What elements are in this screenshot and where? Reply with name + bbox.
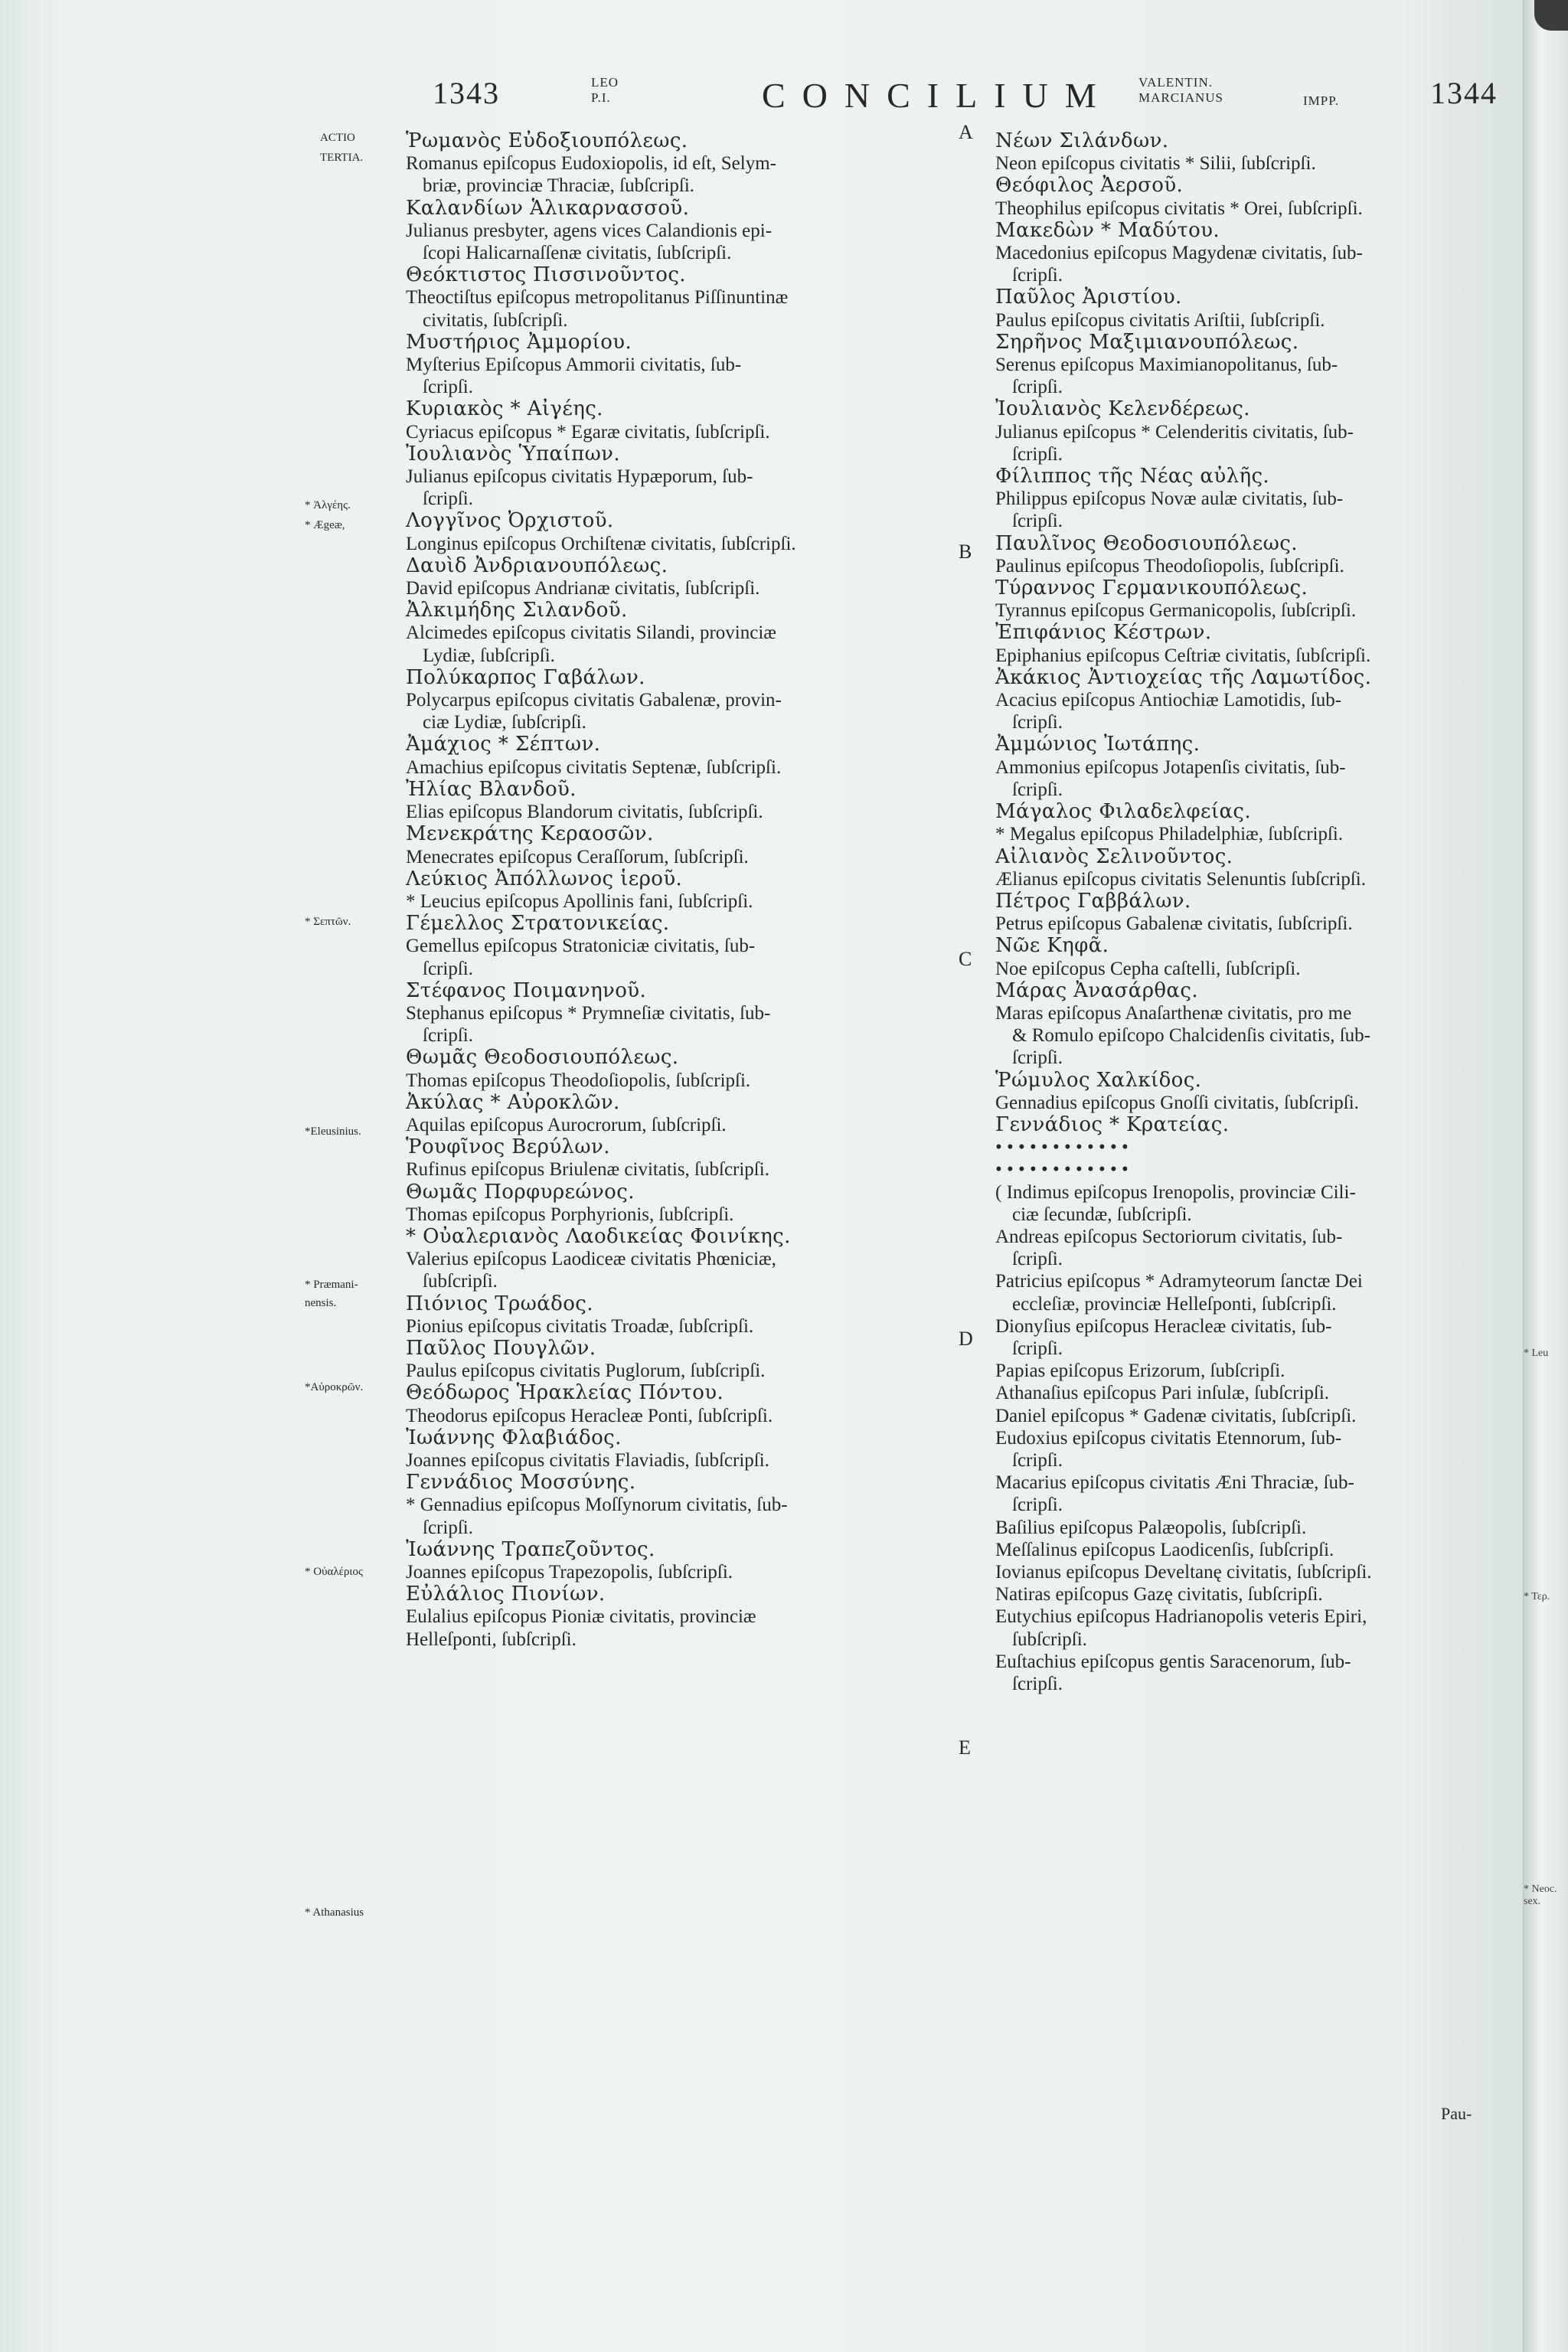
text-line: Θεόκτιστος Πισσινοῦντος. [406, 263, 686, 287]
text-line: Ἀμάχιος * Σέπτων. [406, 733, 601, 756]
text-line: Tyrannus epiſcopus Germanicopolis, ſubſcripſi. [995, 600, 1357, 622]
margin-note: * Præmani- [305, 1279, 358, 1291]
text-line: Serenus epiſcopus Maximianopolitanus, ſub- [995, 354, 1338, 376]
text-line: * Megalus epiſcopus Philadelphiæ, ſubſcripſi. [995, 824, 1344, 845]
text-line: Paulinus epiſcopus Theodoſiopolis, ſubſcripſi. [995, 555, 1344, 577]
text-line: Myſterius Epiſcopus Ammorii civitatis, ſub- [406, 354, 742, 376]
text-line: Θωμᾶς Πορφυρεώνος. [406, 1180, 635, 1204]
text-line: Κυριακὸς * Αἰγέης. [406, 397, 603, 421]
margin-note: TERTIA. [320, 152, 364, 164]
page-number-left: 1343 [433, 76, 500, 110]
text-line: Joannes epiſcopus Trapezopolis, ſubſcripſi. [406, 1562, 733, 1583]
text-line: ſcripſi. [423, 958, 473, 979]
section-letter: B [959, 541, 972, 563]
text-line: Noe epiſcopus Cepha caſtelli, ſubſcripſi. [995, 958, 1301, 979]
text-line: Thomas epiſcopus Porphyrionis, ſubſcripſi. [406, 1204, 734, 1225]
text-line: Eulalius epiſcopus Pioniæ civitatis, provinciæ [406, 1606, 756, 1628]
right-margin-note: * Leu [1524, 1348, 1549, 1359]
text-line: Gemellus epiſcopus Stratoniciæ civitatis, ſub- [406, 936, 756, 957]
text-line: Patricius epiſcopus * Adramyteorum ſanctæ Dei [995, 1271, 1363, 1292]
text-line: Natiras epiſcopus Gazę civitatis, ſubſcripſi. [995, 1584, 1323, 1606]
text-line: Julianus epiſcopus * Celenderitis civitatis, ſub- [995, 421, 1354, 443]
text-line: Aquilas epiſcopus Aurocrorum, ſubſcripſi. [406, 1114, 727, 1135]
margin-note: * Athanasius [305, 1906, 364, 1919]
text-line: Μάγαλος Φιλαδελφείας. [995, 800, 1252, 824]
text-line: Γέμελλος Στρατονικείας. [406, 912, 670, 936]
text-line: Ἰωάννης Τραπεζοῦντος. [406, 1537, 655, 1561]
text-line: Παῦλος Ἀριστίου. [995, 286, 1182, 309]
text-line: Gennadius epiſcopus Gnoſſi civitatis, ſubſcripſi. [995, 1092, 1359, 1113]
text-line: Θεόδωρος Ἡρακλείας Πόντου. [406, 1381, 724, 1405]
text-line: ciæ Lydiæ, ſubſcripſi. [423, 712, 586, 733]
text-line: Γεννάδιος * Κρατείας. [995, 1112, 1230, 1136]
text-line: briæ, provinciæ Thraciæ, ſubſcripſi. [423, 175, 695, 197]
text-line: Macarius epiſcopus civitatis Æni Thraciæ, ſub- [995, 1472, 1354, 1494]
right-column [995, 130, 1501, 1695]
text-line: Eutychius epiſcopus Hadrianopolis veteris Epiri, [995, 1606, 1367, 1628]
text-line: & Romulo epiſcopo Chalcidenſis civitatis, ſub- [1012, 1025, 1370, 1047]
text-line: Cyriacus epiſcopus * Egaræ civitatis, ſubſcripſi. [406, 421, 770, 443]
header-leo [591, 75, 619, 129]
catchword: Pau- [1441, 2104, 1472, 2123]
text-line: Macedonius epiſcopus Magydenæ civitatis, ſub- [995, 243, 1363, 264]
text-line: Iovianus epiſcopus Develtanę civitatis, ſubſcripſi. [995, 1562, 1372, 1583]
text-line: ſcripſi. [1012, 1674, 1063, 1695]
text-line: ſubſcripſi. [1012, 1628, 1087, 1650]
text-line: Μάρας Ἀνασάρθας. [995, 978, 1199, 1002]
text-line: Euſtachius epiſcopus gentis Saracenorum, ſub- [995, 1651, 1351, 1672]
text-line: David epiſcopus Andrianæ civitatis, ſubſcripſi. [406, 578, 760, 599]
text-line: Νῶε Κηφᾶ. [995, 934, 1109, 958]
text-line: Julianus epiſcopus civitatis Hypæporum, ſub- [406, 466, 753, 488]
section-letter: E [959, 1736, 971, 1759]
text-line: ſcopi Halicarnaſſenæ civitatis, ſubſcripſi. [423, 243, 732, 264]
text-line: Polycarpus epiſcopus civitatis Gabalenæ, provin- [406, 690, 782, 711]
text-line: civitatis, ſubſcripſi. [423, 309, 568, 331]
text-line: Elias epiſcopus Blandorum civitatis, ſubſcripſi. [406, 802, 763, 823]
text-line: ( Indimus epiſcopus Irenopolis, provinciæ Cili- [995, 1181, 1356, 1203]
text-line: Daniel epiſcopus * Gadenæ civitatis, ſubſcripſi. [995, 1405, 1357, 1426]
text-line: ſcripſi. [1012, 1449, 1063, 1471]
text-line: Μακεδὼν * Μαδύτου. [995, 218, 1220, 242]
text-line: Ἐπιφάνιος Κέστρων. [995, 621, 1212, 645]
text-line: Πιόνιος Τρωάδος. [406, 1292, 593, 1315]
margin-note: nensis. [305, 1297, 337, 1309]
text-line: Ἰωάννης Φλαβιάδος. [406, 1426, 622, 1449]
section-letter: D [959, 1328, 973, 1350]
page-title: CONCILIUM [762, 76, 1113, 115]
text-line: ſcripſi. [423, 488, 473, 510]
text-line: Thomas epiſcopus Theodoſiopolis, ſubſcripſi. [406, 1070, 751, 1091]
text-line: * Gennadius epiſcopus Moſſynorum civitatis, ſub- [406, 1494, 788, 1516]
text-line: Menecrates epiſcopus Ceraſſorum, ſubſcripſi. [406, 846, 749, 867]
text-line: Joannes epiſcopus civitatis Flaviadis, ſubſcripſi. [406, 1449, 769, 1471]
text-line: Neon epiſcopus civitatis * Silii, ſubſcripſi. [995, 153, 1316, 175]
text-line: Paulus epiſcopus civitatis Ariſtii, ſubſcripſi. [995, 309, 1325, 331]
text-line: ſcripſi. [423, 1025, 473, 1047]
text-line: Andreas epiſcopus Sectoriorum civitatis, ſub- [995, 1226, 1343, 1247]
text-line: Καλανδίων Ἁλικαρνασσοῦ. [406, 196, 690, 220]
text-line: Ælianus epiſcopus civitatis Selenuntis ſubſcripſi. [995, 868, 1366, 890]
text-line: Epiphanius epiſcopus Ceſtriæ civitatis, ſubſcripſi. [995, 645, 1371, 666]
text-line: Theodorus epiſcopus Heracleæ Ponti, ſubſcripſi. [406, 1405, 773, 1426]
right-margin-note: * Τερ. [1524, 1591, 1550, 1602]
text-line: Ἀλκιμήδης Σιλανδοῦ. [406, 599, 628, 622]
text-line: Ἀκάκιος Ἀντιοχείας τῆς Λαμωτίδος. [995, 665, 1372, 689]
text-line: Εὐλάλιος Πιονίων. [406, 1583, 606, 1606]
text-line: Pionius epiſcopus civitatis Troadæ, ſubſcripſi. [406, 1315, 754, 1337]
header-leo-line1: LEO [591, 75, 619, 90]
text-line: Φίλιππος τῆς Νέας αὐλῆς. [995, 465, 1270, 488]
text-line: Julianus presbyter, agens vices Calandionis epi- [406, 220, 773, 241]
text-line: ſcripſi. [1012, 712, 1063, 733]
text-line: Τύραννος Γερμανικουπόλεως. [995, 577, 1308, 600]
text-line: Meſſalinus epiſcopus Laodicenſis, ſubſcripſi. [995, 1539, 1334, 1560]
text-line: Alcimedes epiſcopus civitatis Silandi, provinciæ [406, 622, 776, 644]
text-line: Λογγῖνος Ὀρχιστοῦ. [406, 509, 614, 533]
header-emperors [1138, 75, 1223, 129]
margin-note: *Αὐροκρῶν. [305, 1381, 364, 1393]
text-line: Μυστήριος Ἀμμορίου. [406, 330, 632, 354]
text-line: Ῥωμανὸς Εὐδοξιουπόλεως. [406, 129, 688, 152]
text-line: Θωμᾶς Θεοδοσιουπόλεως. [406, 1046, 679, 1070]
text-line: Papias epiſcopus Erizorum, ſubſcripſi. [995, 1361, 1285, 1382]
header-leo-line2: P.I. [591, 90, 611, 105]
text-line: ſcripſi. [423, 377, 473, 398]
text-line: ſcripſi. [1012, 511, 1063, 532]
text-line: Δαυὶδ Ἀνδριανουπόλεως. [406, 554, 668, 577]
text-line: Πολύκαρπος Γαβάλων. [406, 665, 645, 689]
text-line: Στέφανος Ποιμανηνοῦ. [406, 978, 647, 1002]
text-line: ſcripſi. [423, 1517, 473, 1538]
text-line: Amachius epiſcopus civitatis Septenæ, ſubſcripſi. [406, 756, 782, 778]
margin-note: * Ægeæ, [305, 519, 345, 531]
text-line: Dionyſius epiſcopus Heracleæ civitatis, ſub- [995, 1315, 1332, 1337]
margin-note: ACTIO [320, 132, 355, 144]
text-line: Ἠλίας Βλανδοῦ. [406, 777, 577, 801]
text-line: ciæ ſecundæ, ſubſcripſi. [1012, 1204, 1192, 1225]
text-line: * Leucius epiſcopus Apollinis fani, ſubſcripſi. [406, 890, 753, 912]
text-line: * Οὐαλεριανὸς Λαοδικείας Φοινίκης. [406, 1224, 791, 1248]
margin-note: * Ἀλγέης. [305, 499, 351, 511]
text-line: Helleſponti, ſubſcripſi. [406, 1628, 577, 1650]
margin-note: *Eleusinius. [305, 1125, 361, 1138]
thumb-shadow [1534, 0, 1568, 31]
text-line: • • • • • • • • • • • • [995, 1137, 1129, 1158]
text-line: Νέων Σιλάνδων. [995, 129, 1169, 152]
text-line: Ἰουλιανὸς Κελενδέρεως. [995, 397, 1250, 421]
text-line: Paulus epiſcopus civitatis Puglorum, ſubſcripſi. [406, 1361, 766, 1382]
text-line: Ἰουλιανὸς Ὑπαίπων. [406, 442, 621, 466]
text-line: ſcripſi. [1012, 779, 1063, 800]
text-line: Stephanus epiſcopus * Prymneſiæ civitatis, ſub- [406, 1002, 771, 1024]
text-line: ſcripſi. [1012, 1249, 1063, 1270]
text-line: Μενεκράτης Κεραοσῶν. [406, 822, 654, 846]
margin-note: * Σεπτῶν. [305, 916, 351, 928]
text-line: Romanus epiſcopus Eudoxiopolis, id eſt, Selym- [406, 153, 776, 175]
margin-note: * Οὐαλέριος [305, 1566, 363, 1578]
text-line: Petrus epiſcopus Gabalenæ civitatis, ſubſcripſi. [995, 913, 1353, 935]
header-emperor-line1: VALENTIN. [1138, 75, 1213, 90]
text-line: Lydiæ, ſubſcripſi. [423, 645, 555, 666]
text-line: Ῥουφῖνος Βερύλων. [406, 1135, 610, 1159]
text-line: Παυλῖνος Θεοδοσιουπόλεως. [995, 531, 1298, 555]
text-line: ſcripſi. [1012, 377, 1063, 398]
section-letter: C [959, 948, 972, 970]
page-number-right: 1344 [1430, 76, 1498, 110]
text-line: Acacius epiſcopus Antiochiæ Lamotidis, ſub- [995, 690, 1342, 711]
header-emperor-line2: MARCIANUS [1138, 90, 1224, 105]
text-line: ſcripſi. [1012, 443, 1063, 465]
text-line: ſcripſi. [1012, 265, 1063, 286]
text-line: Παῦλος Πουγλῶν. [406, 1336, 596, 1360]
text-line: ſubſcripſi. [423, 1271, 498, 1292]
text-line: Theophilus epiſcopus civitatis * Orei, ſubſcripſi. [995, 198, 1363, 219]
text-line: Λεύκιος Ἀπόλλωνος ἱεροῦ. [406, 867, 683, 890]
text-line: Athanaſius epiſcopus Pari inſulæ, ſubſcripſi. [995, 1383, 1330, 1404]
text-line: Ἀκύλας * Αὐροκλῶν. [406, 1090, 620, 1114]
left-column [406, 130, 949, 1651]
text-line: Σηρῆνος Μαξιμιανουπόλεως. [995, 330, 1299, 354]
text-line: Ῥώμυλος Χαλκίδος. [995, 1068, 1202, 1092]
text-line: Theoctiſtus epiſcopus metropolitanus Piſſinuntinæ [406, 287, 789, 309]
text-line: Maras epiſcopus Anaſarthenæ civitatis, pro me [995, 1002, 1352, 1024]
text-line: Αἰλιανὸς Σελινοῦντος. [995, 844, 1233, 868]
text-line: ſcripſi. [1012, 1047, 1063, 1069]
text-line: Valerius epiſcopus Laodiceæ civitatis Phœniciæ, [406, 1249, 776, 1270]
text-line: Rufinus epiſcopus Briulenæ civitatis, ſubſcripſi. [406, 1159, 769, 1181]
text-line: ſcripſi. [1012, 1494, 1063, 1516]
right-margin-note: * Neoc. sex. [1524, 1883, 1557, 1907]
text-line: Philippus epiſcopus Novæ aulæ civitatis, ſub- [995, 488, 1344, 510]
text-line: Πέτρος Γαββάλων. [995, 889, 1191, 913]
text-line: Baſilius epiſcopus Palæopolis, ſubſcripſi. [995, 1517, 1307, 1538]
header-impp: IMPP. [1303, 93, 1340, 108]
text-line: Ἀμμώνιος Ἰωτάπης. [995, 733, 1200, 756]
text-line: Θεόφιλος Ἀερσοῦ. [995, 174, 1184, 198]
text-line: • • • • • • • • • • • • [995, 1159, 1129, 1181]
text-line: eccleſiæ, provinciæ Helleſponti, ſubſcripſi. [1012, 1293, 1337, 1315]
book-gutter [1523, 0, 1568, 2352]
text-line: Longinus epiſcopus Orchiſtenæ civitatis, ſubſcripſi. [406, 533, 796, 554]
section-letter: A [959, 121, 973, 143]
text-line: ſcripſi. [1012, 1338, 1063, 1359]
text-line: Γεννάδιος Μοσσύνης. [406, 1471, 636, 1494]
text-line: Eudoxius epiſcopus civitatis Etennorum, ſub- [995, 1427, 1342, 1449]
text-line: Ammonius epiſcopus Jotapenſis civitatis, ſub- [995, 756, 1346, 778]
